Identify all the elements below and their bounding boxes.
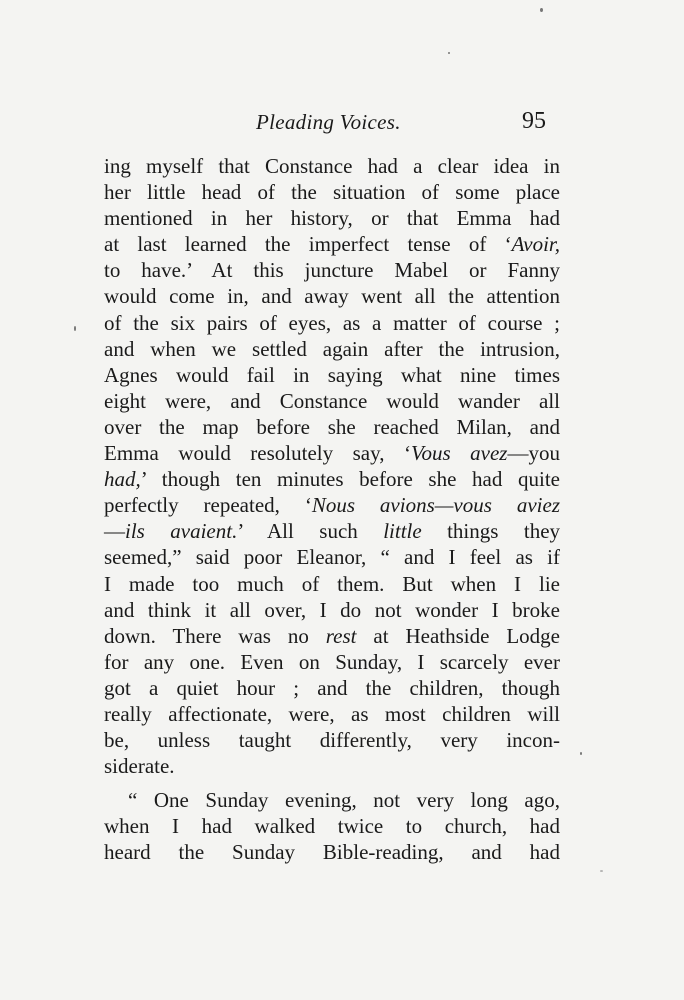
text-line	[104, 813, 560, 839]
text-line	[104, 571, 560, 597]
italic-text: ils avaient.	[125, 519, 238, 544]
text-segment: ’ All such	[237, 519, 384, 544]
running-title: Pleading Voices.	[256, 110, 401, 134]
text-segment: would come in, and away went all the attention	[104, 284, 560, 309]
text-segment: and think it all over, I do not wonder I broke	[104, 597, 560, 622]
text-line	[104, 518, 560, 544]
text-line	[104, 179, 560, 205]
text-segment: when I had walked twice to church, had	[104, 814, 560, 839]
print-speck	[448, 52, 450, 54]
italic-text: Avoir,	[511, 232, 560, 257]
text-segment: “ One Sunday evening, not very long ago,	[128, 788, 560, 813]
text-segment: be, unless taught differently, very incon-	[104, 728, 560, 753]
text-segment: and when we settled again after the intrusion,	[104, 336, 560, 361]
text-line	[104, 727, 560, 753]
text-segment: at last learned the imperfect tense of ‘	[104, 232, 512, 257]
text-segment: perfectly repeated, ‘	[104, 493, 312, 518]
text-line	[104, 205, 560, 231]
text-line	[104, 649, 560, 675]
italic-text: had,	[104, 467, 141, 492]
text-line	[104, 466, 560, 492]
text-line	[104, 787, 560, 813]
text-segment: eight were, and Constance would wander all	[104, 388, 560, 413]
text-segment: ’ though ten minutes before she had quite	[140, 467, 560, 492]
page-number: 95	[522, 108, 546, 134]
text-segment: I made too much of them. But when I lie	[104, 571, 560, 596]
text-segment: Emma would resolutely say, ‘	[104, 441, 411, 466]
print-speck	[580, 752, 582, 755]
text-segment: to have.’ At this juncture Mabel or Fanny	[104, 258, 560, 283]
body-text	[104, 153, 560, 866]
text-line	[104, 544, 560, 570]
italic-text: rest	[325, 623, 357, 648]
text-segment: got a quiet hour ; and the children, though	[104, 675, 560, 700]
text-line	[104, 440, 560, 466]
text-line	[104, 153, 560, 179]
text-line	[104, 231, 560, 257]
text-segment: siderate.	[104, 754, 175, 779]
text-segment: down. There was no	[104, 623, 326, 648]
print-speck	[74, 326, 76, 331]
paragraph-gap	[104, 779, 560, 787]
text-segment: heard the Sunday Bible-reading, and had	[104, 840, 560, 865]
print-speck	[540, 8, 543, 12]
text-line	[104, 283, 560, 309]
text-segment: over the map before she reached Milan, and	[104, 414, 560, 439]
text-line	[104, 414, 560, 440]
text-line	[104, 675, 560, 701]
text-segment: mentioned in her history, or that Emma had	[104, 206, 560, 231]
text-line	[104, 257, 560, 283]
text-line	[104, 839, 560, 865]
text-segment: ing myself that Constance had a clear idea in	[104, 154, 560, 178]
text-segment: her little head of the situation of some place	[104, 180, 560, 205]
text-segment: for any one. Even on Sunday, I scarcely ever	[104, 649, 560, 674]
italic-text: Vous avez	[411, 441, 508, 466]
text-segment: really affectionate, were, as most children will	[104, 701, 560, 726]
text-segment: things they	[421, 519, 561, 544]
text-line	[104, 753, 560, 779]
text-segment: Agnes would fail in saying what nine times	[104, 362, 560, 387]
text-line	[104, 623, 560, 649]
text-segment: —	[104, 519, 125, 544]
text-line	[104, 336, 560, 362]
text-line	[104, 310, 560, 336]
text-segment: seemed,” said poor Eleanor, “ and I feel as if	[104, 545, 560, 570]
text-line	[104, 492, 560, 518]
text-line	[104, 362, 560, 388]
text-line	[104, 701, 560, 727]
text-line	[104, 388, 560, 414]
text-line	[104, 597, 560, 623]
text-segment: at Heathside Lodge	[356, 623, 560, 648]
text-segment: —you	[507, 441, 560, 466]
italic-text: little	[383, 519, 422, 544]
print-speck	[600, 870, 603, 872]
italic-text: Nous avions—vous aviez	[311, 493, 560, 518]
text-segment: of the six pairs of eyes, as a matter of course ;	[104, 310, 560, 335]
